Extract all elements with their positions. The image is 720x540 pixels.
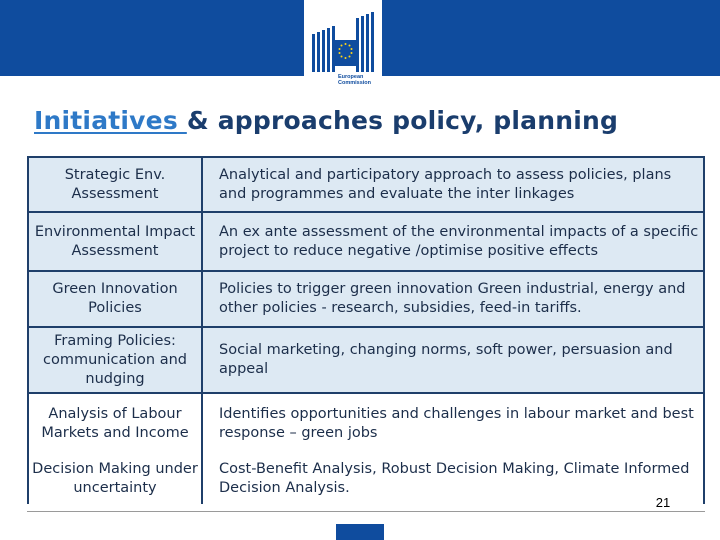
row-term: Analysis of Labour Markets and Income (28, 393, 202, 454)
row-term: Decision Making under uncertainty (28, 454, 202, 504)
row-term: Framing Policies: communication and nudging (28, 327, 202, 393)
policy-table (27, 156, 705, 504)
footer-divider (27, 511, 705, 512)
row-description: Social marketing, changing norms, soft power, persuasion and appeal (202, 327, 704, 393)
title-rest: & approaches policy, planning (186, 106, 619, 135)
page-title (34, 106, 714, 135)
title-link[interactable]: Initiatives (34, 106, 187, 135)
european-commission-logo (304, 0, 382, 98)
row-term: Strategic Env. Assessment (28, 157, 202, 212)
footer-brand-tab (336, 524, 384, 540)
page-number: 21 (655, 495, 671, 510)
table-row (28, 212, 704, 271)
row-description: Policies to trigger green innovation Green industrial, energy and other policies - research, subsidies, feed-in tariffs. (202, 271, 704, 327)
row-description: Cost-Benefit Analysis, Robust Decision Making, Climate Informed Decision Analysis. (202, 454, 704, 504)
logo-text-line2: Commission (338, 80, 372, 86)
logo-text-line1: European (338, 74, 364, 80)
logo-text (338, 74, 378, 86)
table-row (28, 393, 704, 454)
table-row (28, 327, 704, 393)
row-term: Green Innovation Policies (28, 271, 202, 327)
row-description: An ex ante assessment of the environmental impacts of a specific project to reduce negative /optimise positive effects (202, 212, 704, 271)
row-description: Analytical and participatory approach to assess policies, plans and programmes and evaluate the inter linkages (202, 157, 704, 212)
row-description: Identifies opportunities and challenges in labour market and best response – green jobs (202, 393, 704, 454)
table-row (28, 157, 704, 212)
table-row (28, 454, 704, 504)
row-term: Environmental Impact Assessment (28, 212, 202, 271)
table-row (28, 271, 704, 327)
